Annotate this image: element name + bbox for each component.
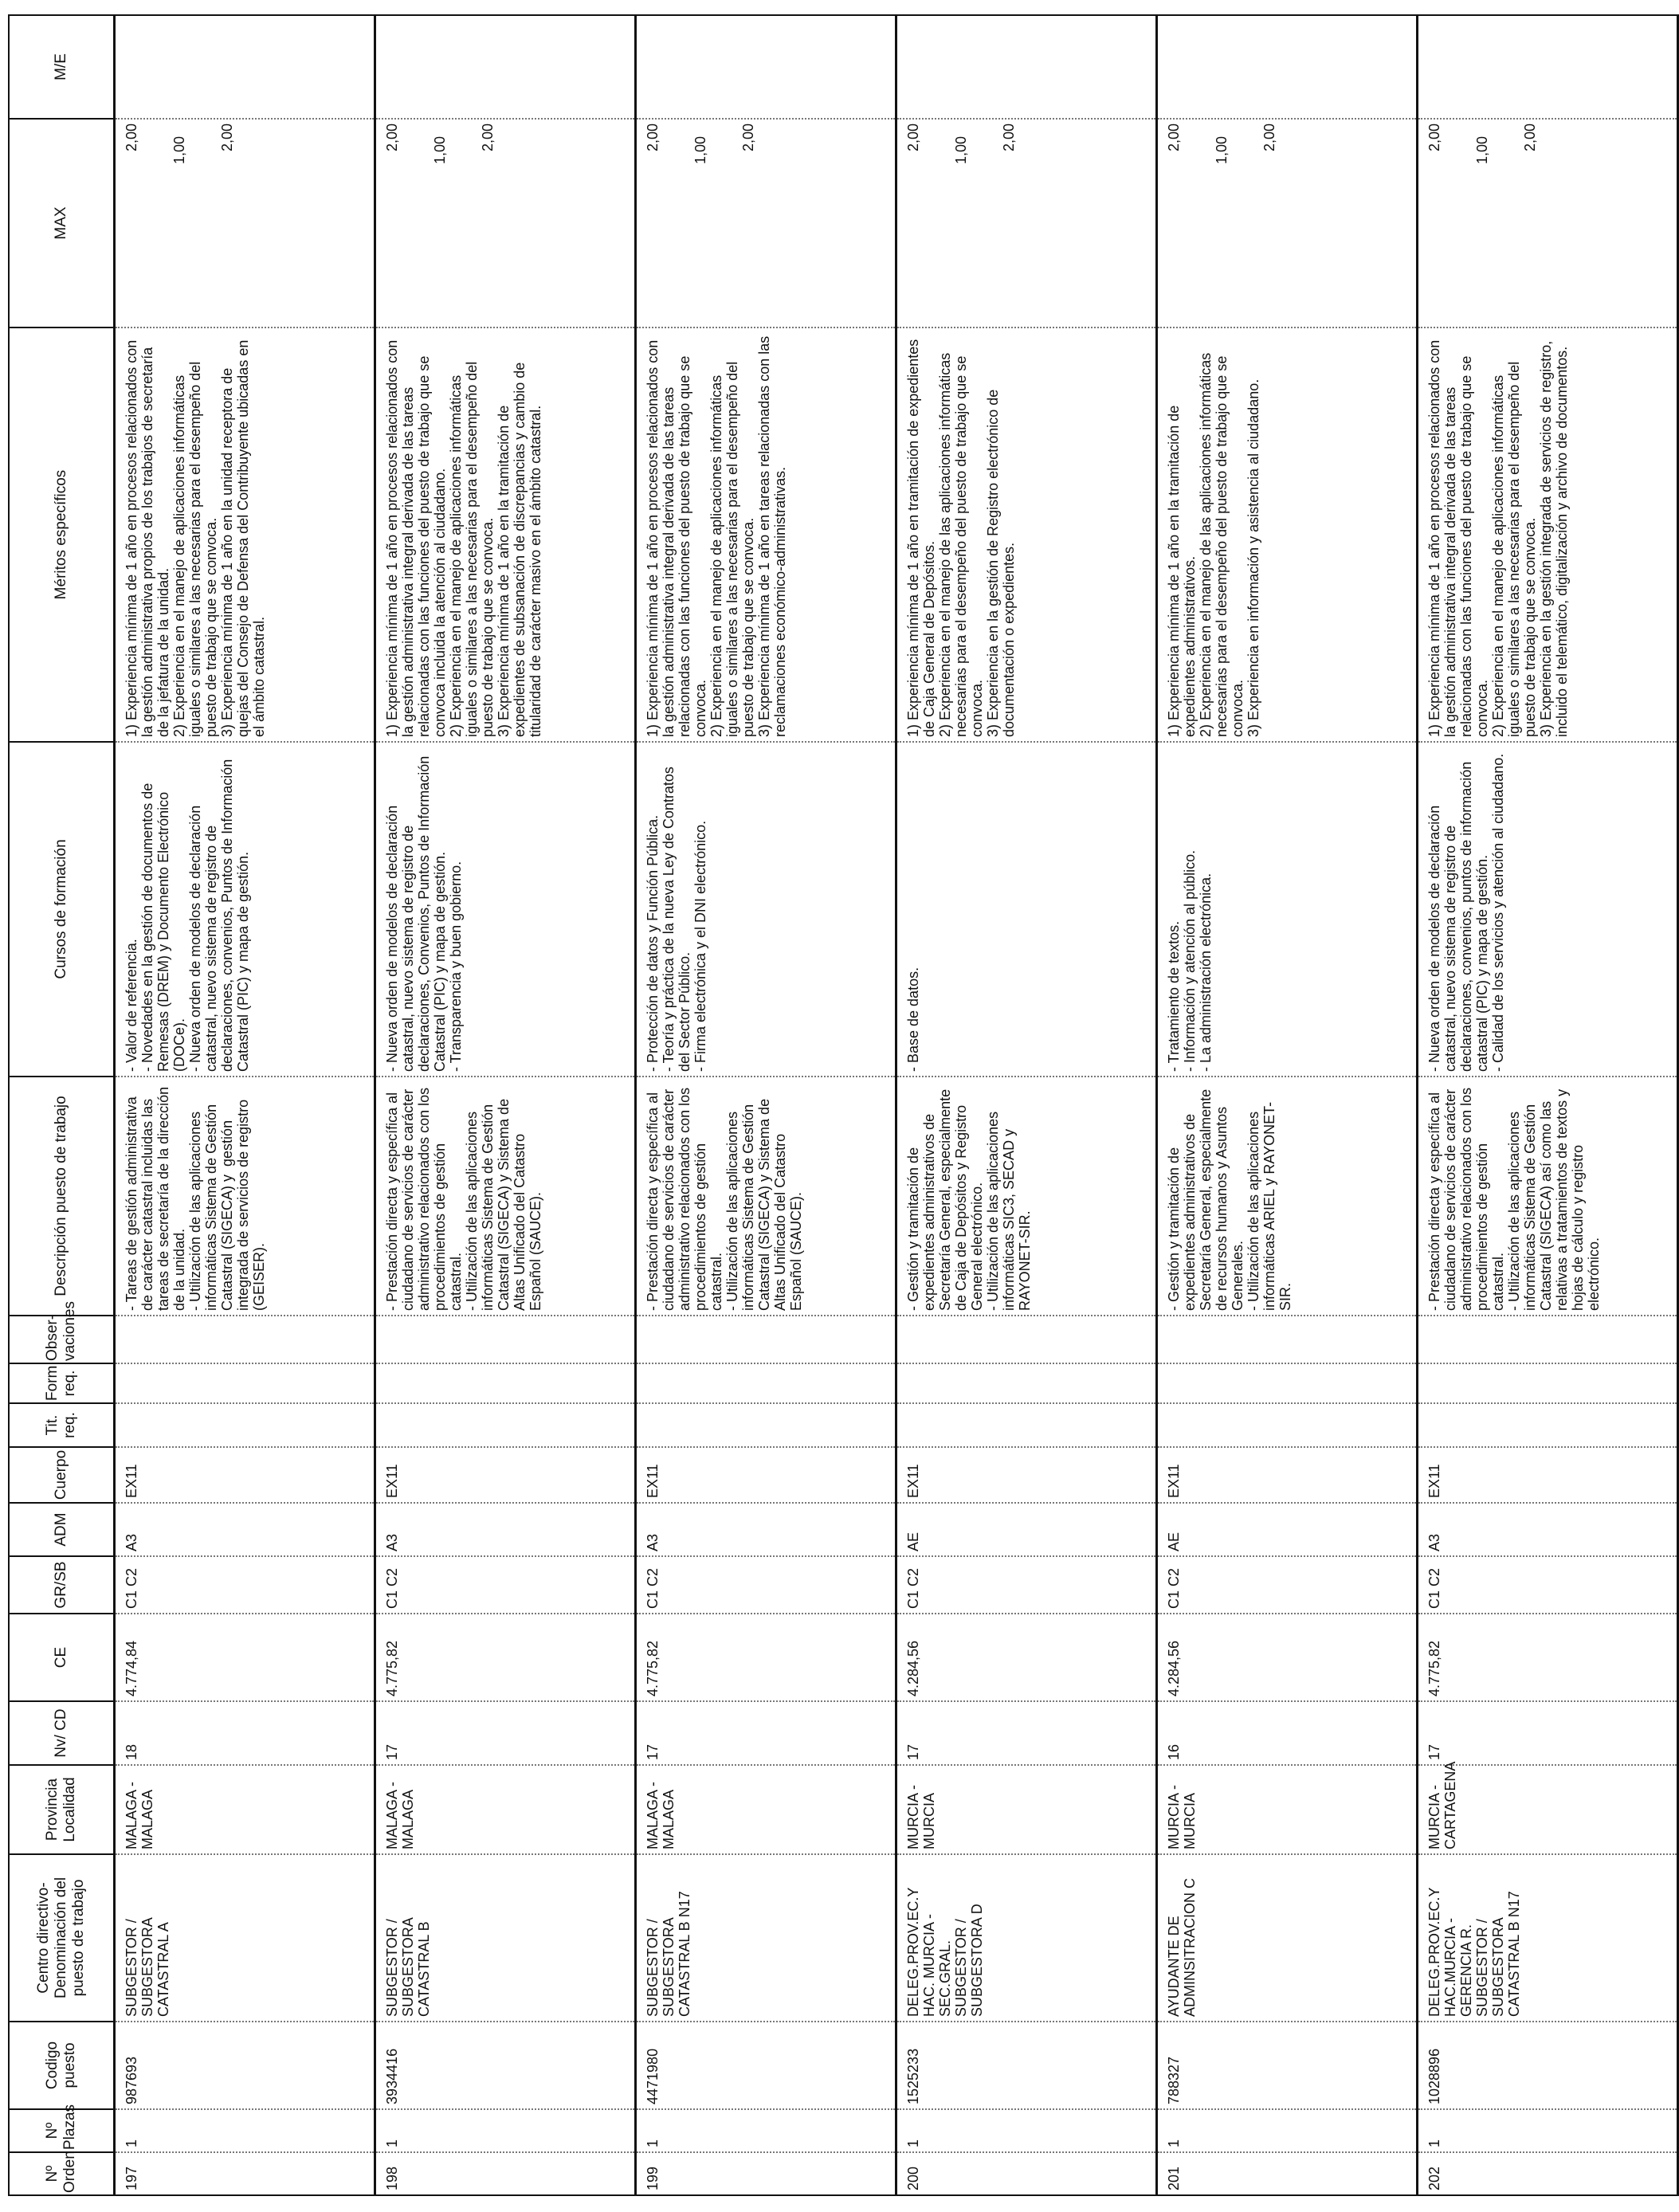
table-row — [115, 15, 375, 2195]
cell-formacion — [896, 1363, 1157, 1403]
max-value-2: 1,00 — [432, 136, 448, 165]
max-value-1: 2,00 — [1426, 124, 1442, 152]
cell-nivel: 17 — [896, 1701, 1157, 1765]
cell-provincia: MURCIA - CARTAGENA — [1418, 1765, 1678, 1854]
cell-grupo: C1 C2 — [375, 1556, 636, 1614]
header-meritos: Méritos específicos — [9, 327, 115, 742]
max-value-3: 2,00 — [219, 124, 235, 152]
cell-plazas: 1 — [896, 2109, 1157, 2152]
cell-grupo: C1 C2 — [1418, 1556, 1678, 1614]
max-value-1: 2,00 — [905, 124, 921, 152]
cell-descripcion: - Tareas de gestión administrativa de carácter catastral incluidas las tareas de secretaría de la dirección de la unidad. - Utilización de las aplicaciones informáticas Sistema de Gestión Catastral (SIGECA) y gestión integrada de servicios de registro (GEISER). — [115, 1077, 375, 1316]
cell-max — [636, 119, 896, 327]
cell-meritos: 1) Experiencia mínima de 1 año en procesos relacionados con la gestión administrativa integral derivada de las tareas relacionadas con las funciones del puesto de trabajo que se convoca incluida la atención al ciudadano. 2) Experiencia en el manejo de aplicaciones informáticas iguales o similares a las necesarias para el desempeño del puesto de trabajo que se convoca. 3) Experiencia mínima de 1 año en la tramitación de expedientes de subsanación de discrepancias y cambio de titularidad de carácter masivo en el ámbito catastral. — [375, 327, 636, 742]
max-value-2: 1,00 — [171, 136, 187, 165]
cell-titulacion — [1418, 1403, 1678, 1447]
max-value-1: 2,00 — [1166, 124, 1182, 152]
cell-me — [115, 15, 375, 119]
cell-plazas: 1 — [1418, 2109, 1678, 2152]
cell-observaciones — [896, 1316, 1157, 1363]
cell-centro — [896, 1854, 1157, 2022]
cell-descripcion: - Prestación directa y específica al ciudadano de servicios de carácter administrativo relacionados con los procedimientos de gestión catastral. - Utilización de las aplicaciones informáticas Sistema de Gestión Catastral (SIGECA) así como las relativas a tratamientos de textos y hojas de cálculo y registro electrónico. — [1418, 1077, 1678, 1316]
cell-descripcion: - Prestación directa y específica al ciudadano de servicios de carácter administrativo relacionados con los procedimientos de gestión catastral. - Utilización de las aplicaciones informáticas Sistema de Gestión Catastral (SIGECA) y Sistema de Altas Unificado del Catastro Español (SAUCE). — [636, 1077, 896, 1316]
centro-denominacion: SUBGESTOR / SUBGESTORA CATASTRAL B — [384, 1914, 432, 2017]
cell-me — [1418, 15, 1678, 119]
centro-denominacion: SUBGESTOR / SUBGESTORA CATASTRAL B N17 — [645, 1891, 692, 2017]
cell-formacion — [1157, 1363, 1418, 1403]
header-provincia: Provincia Localidad — [9, 1765, 115, 1854]
cell-formacion — [375, 1363, 636, 1403]
cell-codigo: 1525233 — [896, 2022, 1157, 2109]
cell-cuerpo: EX11 — [896, 1447, 1157, 1503]
cell-provincia: MALAGA - MALAGA — [115, 1765, 375, 1854]
header-codigo: Codigo puesto — [9, 2022, 115, 2109]
header-grupo: GR/SB — [9, 1556, 115, 1614]
cell-formacion — [636, 1363, 896, 1403]
cell-descripcion: - Gestión y tramitación de expedientes administrativos de Secretaría General, especialmente de recursos humanos y Asuntos Generales. - Utilización de las aplicaciones informáticas ARIEL y RAYONET-SIR. — [1157, 1077, 1418, 1316]
cell-cursos: - Protección de datos y Función Pública. - Teoría y práctica de la nueva Ley de Contratos del Sector Público. - Firma electrónica y el DNI electrónico. — [636, 742, 896, 1077]
cell-formacion — [1418, 1363, 1678, 1403]
cell-observaciones — [115, 1316, 375, 1363]
cell-adm: A3 — [115, 1503, 375, 1556]
cell-cursos: - Tratamiento de textos. - Información y atención al público. - La administración electrónica. — [1157, 742, 1418, 1077]
cell-nivel: 18 — [115, 1701, 375, 1765]
header-observaciones: Obser- vaciones — [9, 1316, 115, 1363]
cell-orden: 200 — [896, 2152, 1157, 2195]
cell-cuerpo: EX11 — [375, 1447, 636, 1503]
table-row — [375, 15, 636, 2195]
cell-max — [375, 119, 636, 327]
cell-meritos: 1) Experiencia mínima de 1 año en tramitación de expedientes de Caja General de Depósitos. 2) Experiencia en el manejo de las aplicaciones informáticas necesarias para el desempeño del puesto de trabajo que se convoca. 3) Experiencia en la gestión de Registro electrónico de documentación o expedientes. — [896, 327, 1157, 742]
cell-descripcion: - Gestión y tramitación de expedientes administrativos de Secretaría General, especialmente de Caja de Depósitos y Registro General electrónico. - Utilización de las aplicaciones informáticas SIC3, SECAD y RAYONET-SIR. — [896, 1077, 1157, 1316]
cell-centro — [1418, 1854, 1678, 2022]
max-value-3: 2,00 — [1001, 124, 1017, 152]
cell-centro — [636, 1854, 896, 2022]
table-row — [636, 15, 896, 2195]
max-value-2: 1,00 — [692, 136, 708, 165]
cell-codigo: 1028896 — [1418, 2022, 1678, 2109]
cell-orden: 198 — [375, 2152, 636, 2195]
cell-ce: 4.775,82 — [1418, 1614, 1678, 1701]
cell-max — [1418, 119, 1678, 327]
header-adm: ADM — [9, 1503, 115, 1556]
cell-centro — [1157, 1854, 1418, 2022]
cell-observaciones — [1418, 1316, 1678, 1363]
table-row — [1157, 15, 1418, 2195]
cell-formacion — [115, 1363, 375, 1403]
cell-adm: A3 — [636, 1503, 896, 1556]
cell-nivel: 17 — [1418, 1701, 1678, 1765]
cell-cursos: - Valor de referencia. - Novedades en la gestión de documentos de Remesas (DREM) y Documento Electrónico (DOCe). - Nueva orden de modelos de declaración catastral, nuevo sistema de registro de declaraciones, convenios, Puntos de Información Catastral (PIC) y mapa de gestión. — [115, 742, 375, 1077]
max-value-2: 1,00 — [1474, 136, 1490, 165]
cell-max — [115, 119, 375, 327]
cell-plazas: 1 — [115, 2109, 375, 2152]
cell-grupo: C1 C2 — [896, 1556, 1157, 1614]
cell-plazas: 1 — [636, 2109, 896, 2152]
cell-me — [375, 15, 636, 119]
cell-me — [896, 15, 1157, 119]
cell-adm: A3 — [1418, 1503, 1678, 1556]
cell-provincia: MALAGA - MALAGA — [375, 1765, 636, 1854]
cell-adm: A3 — [375, 1503, 636, 1556]
cell-nivel: 17 — [636, 1701, 896, 1765]
cell-plazas: 1 — [375, 2109, 636, 2152]
cell-ce: 4.775,82 — [375, 1614, 636, 1701]
header-descripcion: Descripción puesto de trabajo — [9, 1077, 115, 1316]
cell-nivel: 17 — [375, 1701, 636, 1765]
cell-max — [896, 119, 1157, 327]
cell-me — [1157, 15, 1418, 119]
cell-cursos: - Nueva orden de modelos de declaración catastral, nuevo sistema de registro de declaraciones, Convenios, Puntos de Información Catastral (PIC) y mapa de gestión. - Transparencia y buen gobierno. — [375, 742, 636, 1077]
cell-orden: 197 — [115, 2152, 375, 2195]
header-me: M/E — [9, 15, 115, 119]
cell-codigo: 788327 — [1157, 2022, 1418, 2109]
cell-ce: 4.284,56 — [1157, 1614, 1418, 1701]
cell-meritos: 1) Experiencia mínima de 1 año en la tramitación de expedientes administrativos. 2) Experiencia en el manejo de las aplicaciones informáticas necesarias para el desempeño del puesto de trabajo que se convoca. 3) Experiencia en información y asistencia al ciudadano. — [1157, 327, 1418, 742]
cell-cuerpo: EX11 — [636, 1447, 896, 1503]
cell-max — [1157, 119, 1418, 327]
cell-plazas: 1 — [1157, 2109, 1418, 2152]
max-value-3: 2,00 — [740, 124, 756, 152]
cell-meritos: 1) Experiencia mínima de 1 año en procesos relacionados con la gestión administrativa integral derivada de las tareas relacionadas con las funciones del puesto de trabajo que se convoca. 2) Experiencia en el manejo de aplicaciones informáticas iguales o similares a las necesarias para el desempeño del puesto de trabajo que se convoca. 3) Experiencia mínima de 1 año en tareas relacionadas con las reclamaciones económico-administrativas. — [636, 327, 896, 742]
cell-cuerpo: EX11 — [1157, 1447, 1418, 1503]
cell-titulacion — [375, 1403, 636, 1447]
header-row — [9, 15, 115, 2195]
cell-observaciones — [375, 1316, 636, 1363]
centro-prefix: DELEG.PROV.EC.Y HAC. MURCIA - SEC.GRAL. — [905, 1883, 953, 2017]
header-ce: CE — [9, 1614, 115, 1701]
cell-grupo: C1 C2 — [115, 1556, 375, 1614]
cell-titulacion — [1157, 1403, 1418, 1447]
cell-observaciones — [1157, 1316, 1418, 1363]
table-row — [1418, 15, 1678, 2195]
cell-nivel: 16 — [1157, 1701, 1418, 1765]
max-value-3: 2,00 — [1522, 124, 1538, 152]
cell-orden: 199 — [636, 2152, 896, 2195]
cell-observaciones — [636, 1316, 896, 1363]
max-value-2: 1,00 — [953, 136, 969, 165]
cell-grupo: C1 C2 — [1157, 1556, 1418, 1614]
cell-centro — [115, 1854, 375, 2022]
max-value-1: 2,00 — [645, 124, 661, 152]
header-titulacion: Tit. req. — [9, 1403, 115, 1447]
cell-titulacion — [896, 1403, 1157, 1447]
cell-cuerpo: EX11 — [1418, 1447, 1678, 1503]
centro-denominacion: SUBGESTOR / SUBGESTORA CATASTRAL B N17 — [1474, 1891, 1522, 2017]
cell-me — [636, 15, 896, 119]
max-value-3: 2,00 — [1261, 124, 1277, 152]
cell-orden: 201 — [1157, 2152, 1418, 2195]
header-nivel: Nv/ CD — [9, 1701, 115, 1765]
cell-codigo: 3934416 — [375, 2022, 636, 2109]
cell-orden: 202 — [1418, 2152, 1678, 2195]
max-value-1: 2,00 — [384, 124, 400, 152]
cell-meritos: 1) Experiencia mínima de 1 año en procesos relacionados con la gestión administrativa integral derivada de las tareas relacionadas con las funciones del puesto de trabajo que se convoca. 2) Experiencia en el manejo de aplicaciones informáticas iguales o similares a las necesarias para el desempeño del puesto de trabajo que se convoca. 3) Experiencia en la gestión integrada de servicios de registro, incluido el telemático, digitalización y archivo de documentos. — [1418, 327, 1678, 742]
cell-cursos: - Nueva orden de modelos de declaración catastral, nuevo sistema de registro de declaraciones, convenios, puntos de información catastral (PIC) y mapa de gestión. - Calidad de los servicios y atención al ciudadano. — [1418, 742, 1678, 1077]
centro-denominacion: SUBGESTOR / SUBGESTORA CATASTRAL A — [124, 1914, 171, 2017]
centro-denominacion: SUBGESTOR / SUBGESTORA D — [953, 1904, 985, 2017]
cell-ce: 4.774,84 — [115, 1614, 375, 1701]
cell-cuerpo: EX11 — [115, 1447, 375, 1503]
cell-provincia: MURCIA - MURCIA — [896, 1765, 1157, 1854]
max-value-3: 2,00 — [480, 124, 496, 152]
cell-ce: 4.284,56 — [896, 1614, 1157, 1701]
table-row — [896, 15, 1157, 2195]
header-max: MAX — [9, 119, 115, 327]
header-plazas: Nº Plazas — [9, 2109, 115, 2152]
header-formacion: Form. req. — [9, 1363, 115, 1403]
cell-adm: AE — [896, 1503, 1157, 1556]
max-value-2: 1,00 — [1214, 136, 1230, 165]
cell-ce: 4.775,82 — [636, 1614, 896, 1701]
cell-descripcion: - Prestación directa y específica al ciudadano de servicios de carácter administrativo relacionados con los procedimientos de gestión catastral. - Utilización de las aplicaciones informáticas Sistema de Gestión Catastral (SIGECA) y Sistema de Altas Unificado del Catastro Español (SAUCE). — [375, 1077, 636, 1316]
header-orden: Nº Orden — [9, 2152, 115, 2195]
cell-centro — [375, 1854, 636, 2022]
job-positions-table — [8, 14, 1679, 2196]
centro-prefix: DELEG.PROV.EC.Y HAC.MURCIA - GERENCIA R. — [1426, 1883, 1474, 2017]
header-cursos: Cursos de formación — [9, 742, 115, 1077]
cell-grupo: C1 C2 — [636, 1556, 896, 1614]
header-cuerpo: Cuerpo — [9, 1447, 115, 1503]
max-value-1: 2,00 — [124, 124, 139, 152]
cell-codigo: 987693 — [115, 2022, 375, 2109]
cell-provincia: MURCIA - MURCIA — [1157, 1765, 1418, 1854]
cell-meritos: 1) Experiencia mínima de 1 año en procesos relacionados con la gestión administrativa propios de los trabajos de secretaría de la jefatura de la unidad. 2) Experiencia en el manejo de aplicaciones informáticas iguales o similares a las necesarias para el desempeño del puesto de trabajo que se convoca. 3) Experiencia mínima de 1 año en la unidad receptora de quejas del Consejo de Defensa del Contribuyente ubicadas en el ámbito catastral. — [115, 327, 375, 742]
cell-titulacion — [115, 1403, 375, 1447]
cell-adm: AE — [1157, 1503, 1418, 1556]
cell-provincia: MALAGA - MALAGA — [636, 1765, 896, 1854]
cell-codigo: 4471980 — [636, 2022, 896, 2109]
centro-denominacion: AYUDANTE DE ADMINSITRACION C — [1166, 1877, 1198, 2017]
cell-titulacion — [636, 1403, 896, 1447]
header-centro: Centro directivo- Denominación del puesto de trabajo — [9, 1854, 115, 2022]
cell-cursos: - Base de datos. — [896, 742, 1157, 1077]
